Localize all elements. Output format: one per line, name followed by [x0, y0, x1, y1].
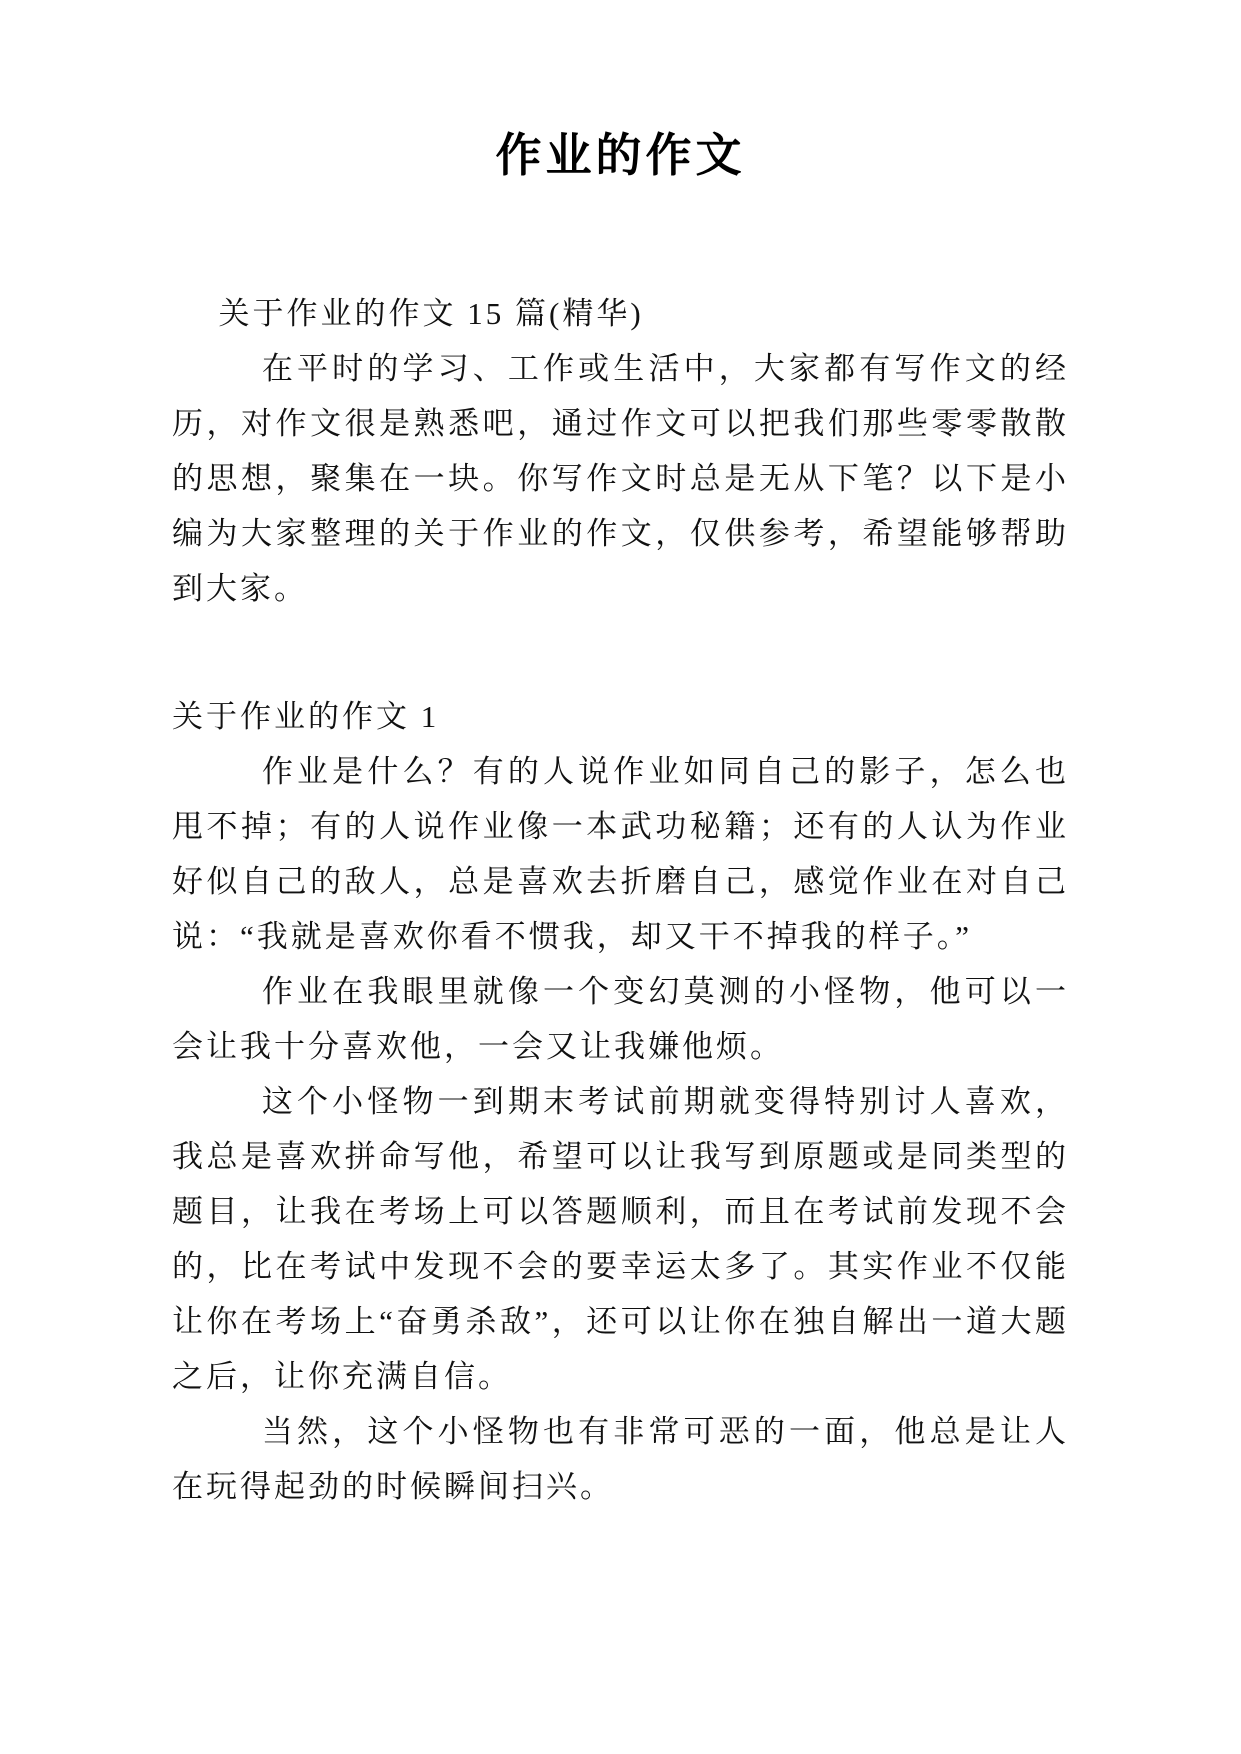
- section-heading-essay-1: 关于作业的作文 1: [172, 699, 440, 734]
- paragraph-essay1-4: 当然，这个小怪物也有非常可恶的一面，他总是让人在玩得起劲的时候瞬间扫兴。: [172, 1414, 1069, 1504]
- blank-line: [172, 616, 1069, 689]
- paragraph-collection-heading: 关于作业的作文 15 篇(精华): [218, 296, 644, 331]
- paragraph-essay1-2: 作业在我眼里就像一个变幻莫测的小怪物，他可以一会让我十分喜欢他，一会又让我嫌他烦。: [172, 974, 1069, 1064]
- document-body: [172, 286, 1069, 1514]
- paragraph-essay1-3: 这个小怪物一到期末考试前期就变得特别讨人喜欢，我总是喜欢拼命写他，希望可以让我写到原题或是同类型的题目，让我在考场上可以答题顺利，而且在考试前发现不会的，比在考试中发现不会的要幸运太多了。其实作业不仅能让你在考场上“奋勇杀敌”，还可以让你在独自解出一道大题之后，让你充满自信。: [172, 1084, 1069, 1394]
- paragraph-essay1-1: 作业是什么？有的人说作业如同自己的影子，怎么也甩不掉；有的人说作业像一本武功秘籍；还有的人认为作业好似自己的敌人，总是喜欢去折磨自己，感觉作业在对自己说：“我就是喜欢你看不惯我，却又干不掉我的样子。”: [172, 754, 1069, 954]
- document-title: 作业的作文: [495, 130, 746, 181]
- paragraph-intro: 在平时的学习、工作或生活中，大家都有写作文的经历，对作文很是熟悉吧，通过作文可以把我们那些零零散散的思想，聚集在一块。你写作文时总是无从下笔？以下是小编为大家整理的关于作业的作文，仅供参考，希望能够帮助到大家。: [172, 351, 1069, 606]
